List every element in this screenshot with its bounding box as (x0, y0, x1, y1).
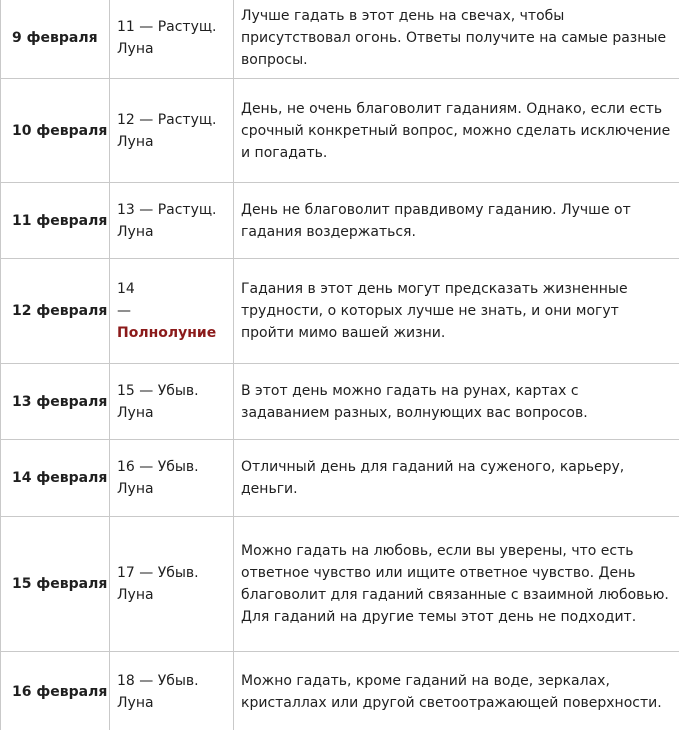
table-row (1, 440, 679, 517)
moon-day: 15 — Убыв. (117, 382, 199, 399)
moon-cell (110, 364, 234, 440)
moon-day: 18 — Убыв. (117, 673, 199, 689)
description-cell: Отличный день для гаданий на суженого, карьеру, деньги. (234, 440, 679, 517)
moon-day: 12 — Растущ. (117, 111, 217, 128)
description-cell: Можно гадать, кроме гаданий на воде, зеркалах, кристаллах или другой светоотражающей поверхности. (234, 652, 679, 730)
date-cell: 13 февраля (1, 364, 110, 440)
moon-dash: — (117, 303, 131, 319)
moon-cell (110, 0, 234, 79)
table-row (1, 259, 679, 364)
moon-day: 14 (117, 281, 135, 297)
date-cell: 11 февраля (1, 183, 110, 259)
moon-day: 11 — Растущ. (117, 18, 217, 35)
table-row (1, 652, 679, 730)
moon-phase: Луна (117, 133, 154, 150)
moon-phase: Луна (117, 481, 154, 497)
table-row (1, 79, 679, 183)
table-row (1, 0, 679, 79)
date-cell: 14 февраля (1, 440, 110, 517)
moon-phase: Луна (117, 404, 154, 421)
table-row (1, 364, 679, 440)
moon-day: 16 — Убыв. (117, 459, 199, 475)
moon-cell (110, 652, 234, 730)
full-moon-label: Полнолуние (117, 325, 217, 341)
date-cell: 9 февраля (1, 0, 110, 79)
moon-phase: Луна (117, 223, 154, 240)
date-cell: 12 февраля (1, 259, 110, 364)
date-cell: 15 февраля (1, 517, 110, 652)
table-row (1, 517, 679, 652)
moon-day: 17 — Убыв. (117, 565, 199, 581)
moon-day: 13 — Растущ. (117, 201, 217, 218)
description-cell: Можно гадать на любовь, если вы уверены, что есть ответное чувство или ищите ответное чувство. День благоволит для гаданий связанные с взаимной любовью. Для гаданий на другие темы этот день не подходит. (234, 517, 679, 652)
moon-phase: Луна (117, 587, 154, 603)
moon-cell (110, 517, 234, 652)
date-cell: 16 февраля (1, 652, 110, 730)
moon-cell (110, 79, 234, 183)
moon-phase: Луна (117, 695, 154, 711)
moon-cell (110, 259, 234, 364)
table-row (1, 183, 679, 259)
description-cell: Лучше гадать в этот день на свечах, чтобы присутствовал огонь. Ответы получите на самые разные вопросы. (234, 0, 679, 79)
description-cell: Гадания в этот день могут предсказать жизненные трудности, о которых лучше не знать, и они могут пройти мимо вашей жизни. (234, 259, 679, 364)
date-cell: 10 февраля (1, 79, 110, 183)
moon-phase: Луна (117, 40, 154, 57)
description-cell: В этот день можно гадать на рунах, картах с задаванием разных, волнующих вас вопросов. (234, 364, 679, 440)
description-cell: День, не очень благоволит гаданиям. Однако, если есть срочный конкретный вопрос, можно сделать исключение и погадать. (234, 79, 679, 183)
description-cell: День не благоволит правдивому гаданию. Лучше от гадания воздержаться. (234, 183, 679, 259)
moon-cell (110, 183, 234, 259)
moon-cell (110, 440, 234, 517)
